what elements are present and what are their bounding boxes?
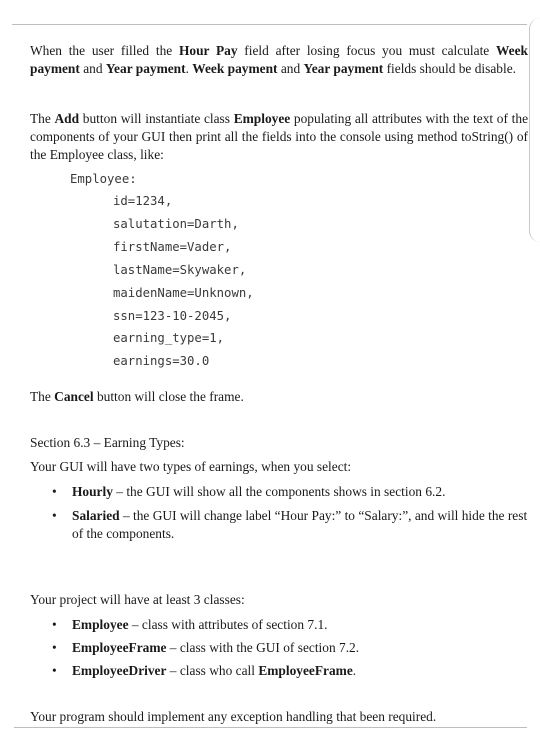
text-run: and xyxy=(79,61,106,76)
bold-term: EmployeeDriver xyxy=(72,663,167,678)
text-run: When the user filled the xyxy=(30,43,179,58)
top-rule xyxy=(12,24,527,25)
code-line: maidenName=Unknown, xyxy=(113,285,254,300)
bullet-icon: • xyxy=(52,663,57,678)
paragraph-exception-handling xyxy=(30,708,528,726)
code-line: ssn=123-10-2045, xyxy=(113,308,232,323)
section-intro: Your GUI will have two types of earnings, when you select: xyxy=(30,459,352,474)
list-item-text: . xyxy=(352,663,357,678)
text-run: button will close the frame. xyxy=(93,389,244,404)
list-item-text: – class who call xyxy=(166,663,259,678)
list-item-employee-frame xyxy=(30,639,528,657)
list-item-employee-driver xyxy=(30,662,528,680)
bold-term-hour-pay: Hour Pay xyxy=(178,43,238,58)
code-line: lastName=Skywaker, xyxy=(113,262,247,277)
text-run: . xyxy=(185,61,193,76)
bold-term-week-payment: Week payment xyxy=(192,61,278,76)
bold-term: Salaried xyxy=(72,508,120,523)
code-line: earnings=30.0 xyxy=(113,354,210,369)
section-earning-types xyxy=(30,434,528,543)
earning-types-list xyxy=(30,483,528,543)
bullet-icon: • xyxy=(52,508,57,523)
list-item-text: – the GUI will show all the components shows in section 6.2. xyxy=(112,484,446,499)
list-item-employee xyxy=(30,616,528,634)
text-run: fields should be disable. xyxy=(383,61,517,76)
section-classes xyxy=(30,591,528,680)
bullet-icon: • xyxy=(52,617,57,632)
classes-list xyxy=(30,616,528,680)
bold-term: Hourly xyxy=(72,484,113,499)
list-item-hourly xyxy=(30,483,528,501)
document-body xyxy=(30,42,528,373)
text-run: button will instantiate class xyxy=(79,111,234,126)
paragraph-cancel-button xyxy=(30,388,528,406)
code-block xyxy=(30,190,528,373)
bold-term: EmployeeFrame xyxy=(258,663,353,678)
bold-term-year-payment: Year payment xyxy=(105,61,186,76)
code-header: Employee: xyxy=(70,172,137,186)
text-run: field after losing focus you must calculate xyxy=(237,43,496,58)
list-item-salaried xyxy=(30,507,528,543)
paragraph-focus-behavior xyxy=(30,42,528,78)
bold-term: EmployeeFrame xyxy=(72,640,167,655)
text-run: populating all attributes with the text of the components of your GUI then print all the fields into the console using method toString() of the Employee class, like: xyxy=(30,111,529,162)
code-line: earning_type=1, xyxy=(113,331,225,346)
code-line: id=1234, xyxy=(113,194,173,208)
bullet-icon: • xyxy=(52,640,57,655)
paragraph-add-button xyxy=(30,110,528,164)
bold-term-employee: Employee xyxy=(233,111,291,126)
text-run: The xyxy=(30,111,55,126)
bold-term-year-payment: Year payment xyxy=(303,61,384,76)
bottom-rule xyxy=(14,727,527,728)
code-line: salutation=Darth, xyxy=(113,216,239,231)
bullet-icon: • xyxy=(52,484,57,499)
final-note: Your program should implement any exception handling that been required. xyxy=(30,709,437,724)
bold-term: Employee xyxy=(72,617,129,632)
page-edge-curve xyxy=(529,18,540,242)
bold-term-add: Add xyxy=(54,111,80,126)
bold-term-cancel: Cancel xyxy=(54,389,94,404)
text-run: The xyxy=(30,389,55,404)
bold-term-week-payment: Week payment xyxy=(30,43,528,76)
section-title: Section 6.3 – Earning Types: xyxy=(30,435,185,450)
classes-intro: Your project will have at least 3 classes: xyxy=(30,592,245,607)
list-item-text: – the GUI will change label “Hour Pay:” to “Salary:”, and will hide the rest of the components. xyxy=(72,508,528,541)
text-run: and xyxy=(277,61,304,76)
list-item-text: – class with the GUI of section 7.2. xyxy=(166,640,360,655)
code-line: firstName=Vader, xyxy=(113,239,232,254)
list-item-text: – class with attributes of section 7.1. xyxy=(128,617,328,632)
